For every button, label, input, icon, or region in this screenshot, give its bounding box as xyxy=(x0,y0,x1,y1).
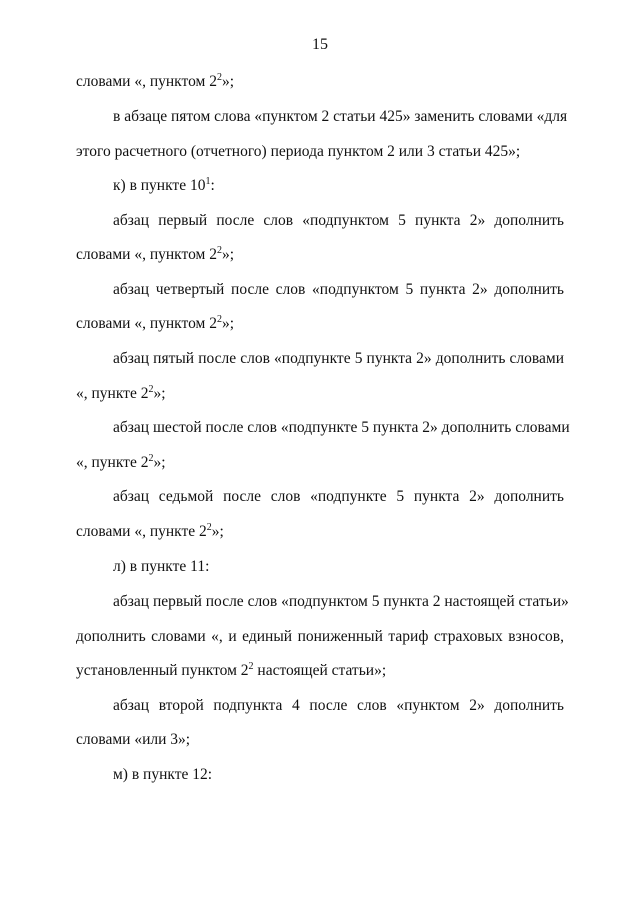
superscript: 2 xyxy=(148,453,154,464)
text-line: м) в пункте 12: xyxy=(113,766,213,783)
text-line: словами «, пунктом $2^2$»; xyxy=(76,314,235,332)
text-line: абзац седьмой после слов «подпункте 5 пункта 2» дополнить xyxy=(113,488,564,505)
text-line: л) в пункте 11: xyxy=(113,558,210,575)
superscript: 1 xyxy=(205,176,211,187)
text-line: словами «, пункте $2^2$»; xyxy=(76,522,224,540)
superscript: 2 xyxy=(216,72,222,83)
text-line: абзац пятый после слов «подпункте 5 пункта 2» дополнить словами xyxy=(113,350,564,367)
superscript: 2 xyxy=(216,314,222,325)
superscript: 2 xyxy=(148,384,154,395)
text-line: установленный пунктом $2^2$ настоящей статьи»; xyxy=(76,661,387,679)
text-line: «, пункте $2^2$»; xyxy=(76,384,166,402)
text-line: словами «или 3»; xyxy=(76,731,191,748)
superscript: 2 xyxy=(206,522,212,533)
text-line: этого расчетного (отчетного) периода пунктом 2 или 3 статьи 425»; xyxy=(76,143,521,160)
text-line: абзац четвертый после слов «подпунктом 5 пункта 2» дополнить xyxy=(113,281,564,298)
text-line: абзац шестой после слов «подпункте 5 пункта 2» дополнить словами xyxy=(113,419,570,436)
text-line: к) в пункте $10^1$: xyxy=(113,176,215,194)
text-line: абзац первый после слов «подпунктом 5 пункта 2» дополнить xyxy=(113,212,564,229)
superscript: 2 xyxy=(216,245,222,256)
text-line: словами «, пунктом $2^2$»; xyxy=(76,72,235,90)
text-line: абзац первый после слов «подпунктом 5 пункта 2 настоящей статьи» xyxy=(113,593,569,610)
text-line: дополнить словами «, и единый пониженный тариф страховых взносов, xyxy=(76,628,564,645)
superscript: 2 xyxy=(248,661,254,672)
text-line: абзац второй подпункта 4 после слов «пунктом 2» дополнить xyxy=(113,697,564,714)
page-number: 15 xyxy=(312,36,328,53)
text-line: словами «, пунктом $2^2$»; xyxy=(76,245,235,263)
text-line: в абзаце пятом слова «пунктом 2 статьи 425» заменить словами «для xyxy=(113,108,568,125)
text-line: «, пункте $2^2$»; xyxy=(76,453,166,471)
